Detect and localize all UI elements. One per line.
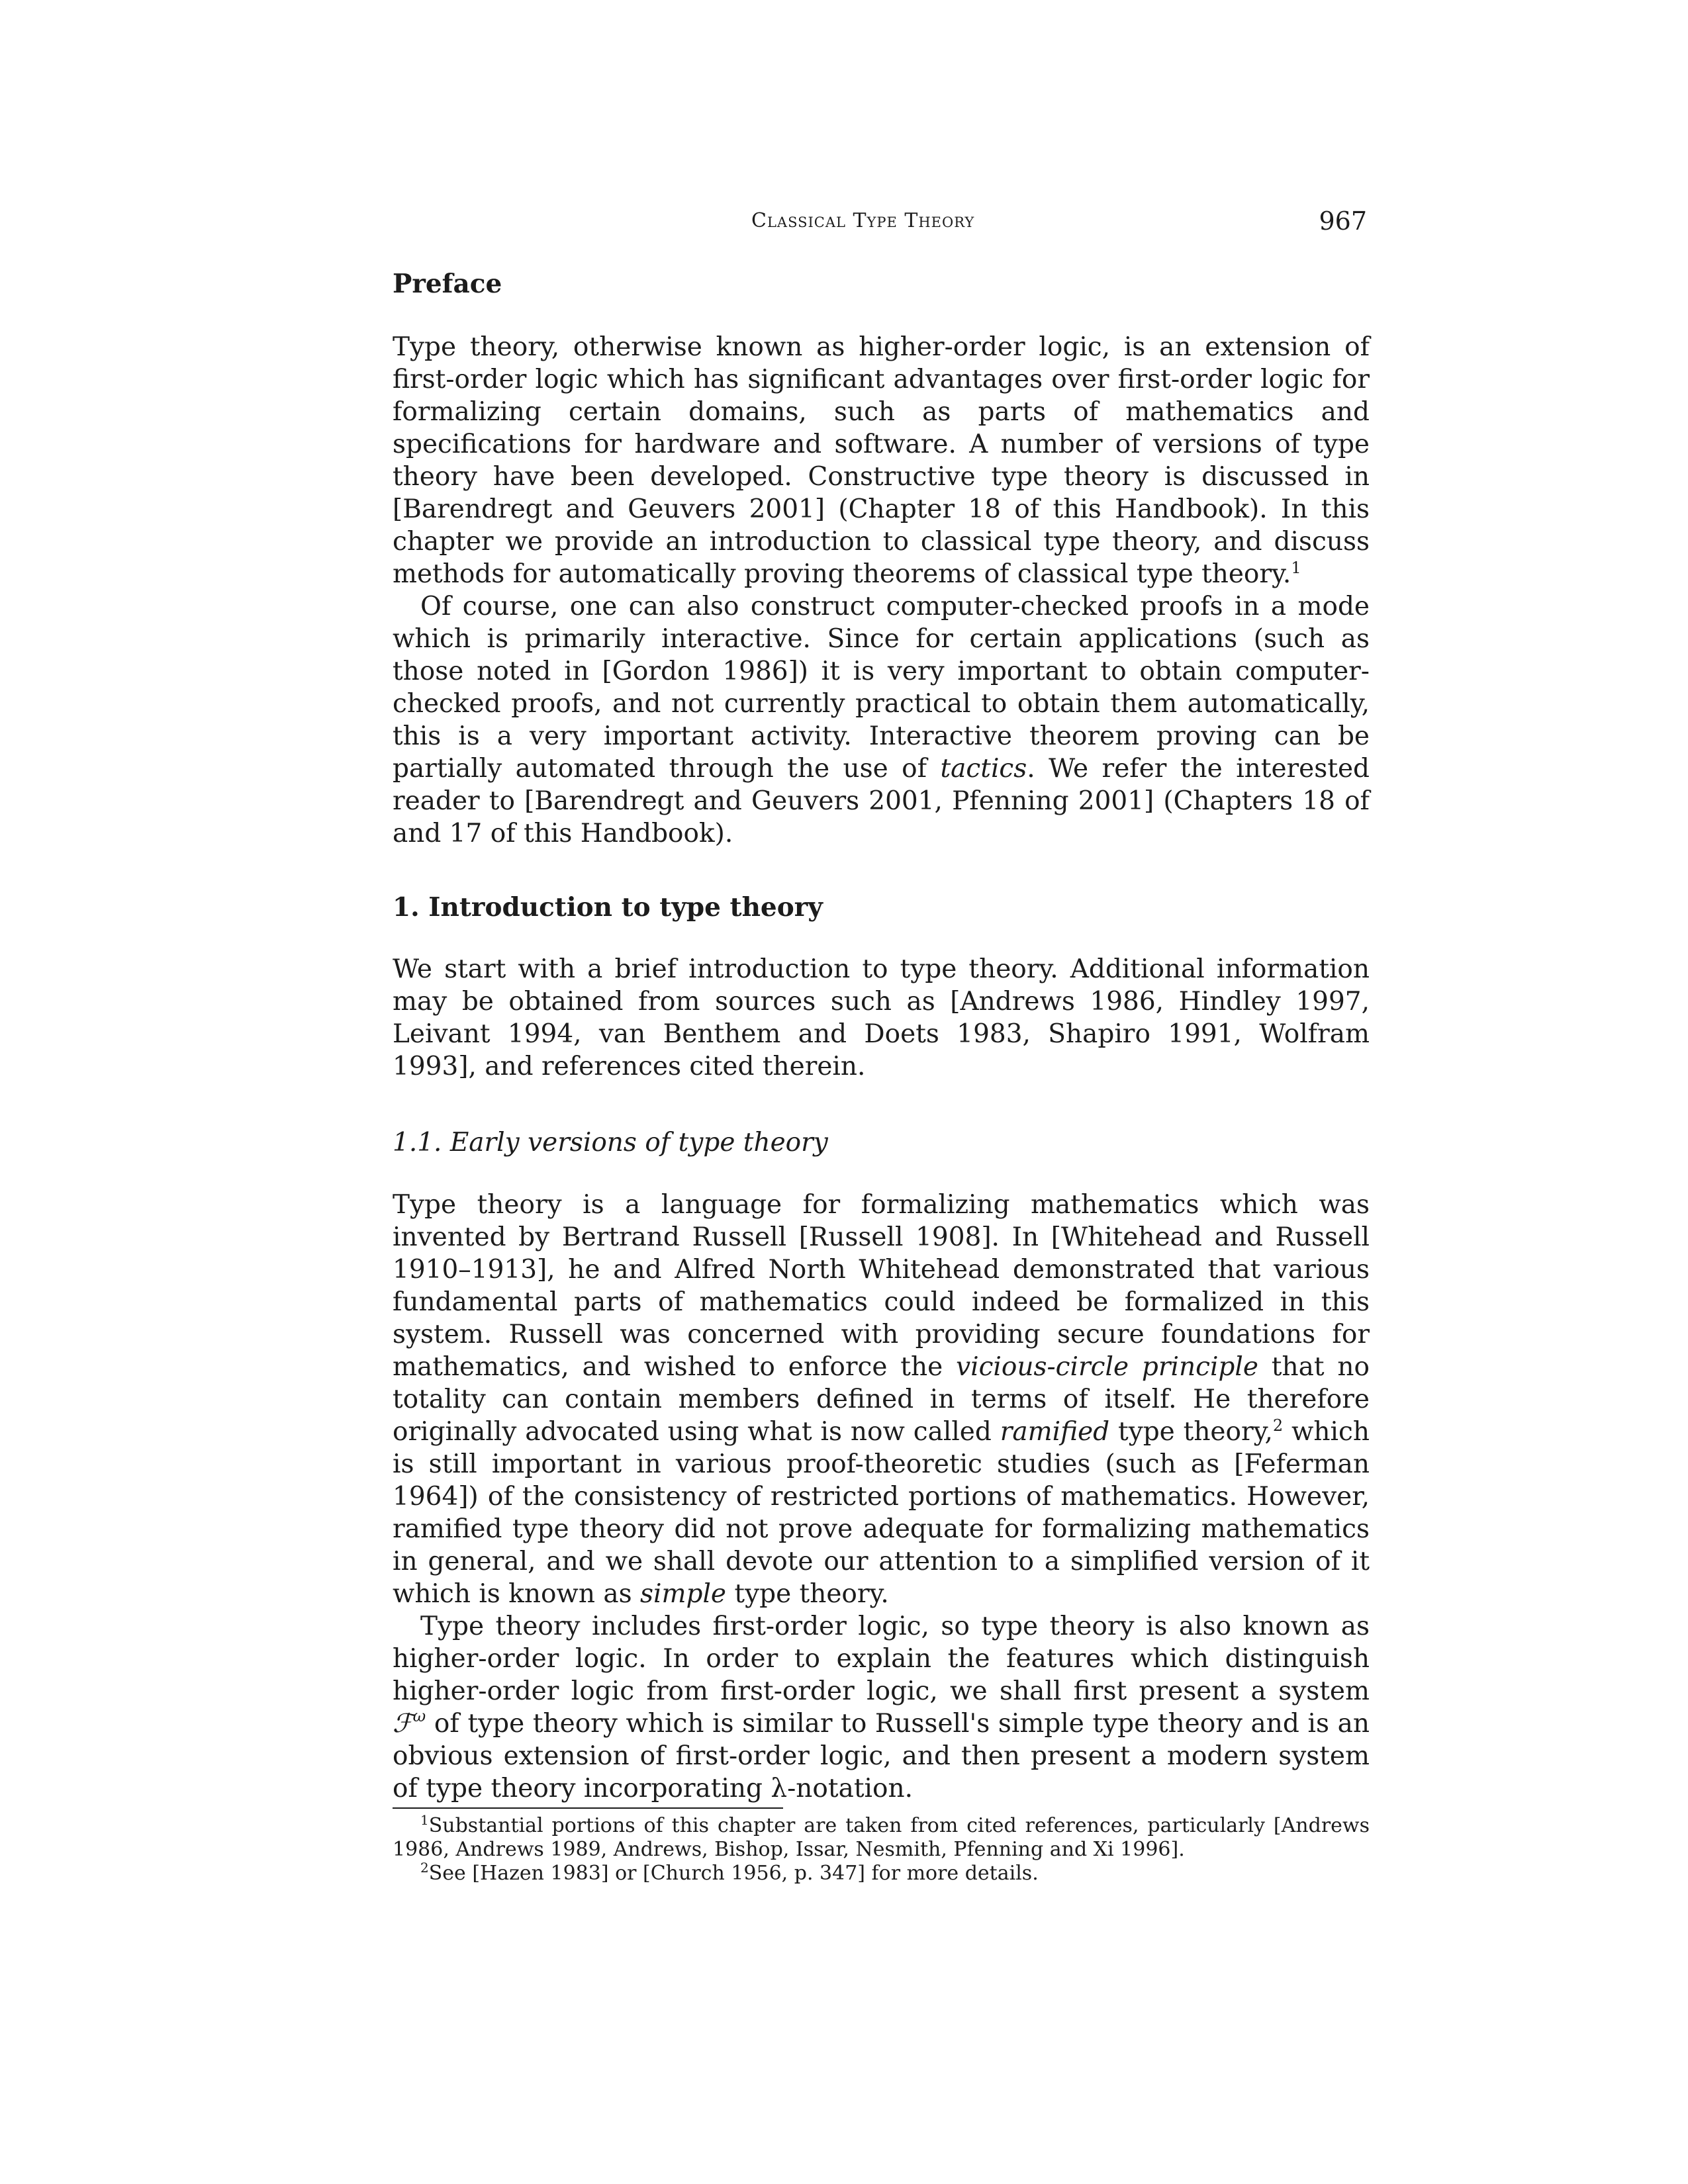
footnote-rule	[393, 1807, 783, 1809]
footnote-1-text: Substantial portions of this chapter are taken from cited references, particularly [Andrews 1986, Andrews 1989, Andrews, Bishop, Issar, Nesmith, Pfenning and Xi 1996].	[393, 1814, 1370, 1861]
term-simple: simple	[640, 1579, 727, 1609]
footnote-ref-1: 1	[1291, 559, 1301, 577]
footnote-ref-2: 2	[1272, 1416, 1284, 1435]
footnote-1-mark: 1	[420, 1812, 429, 1828]
footnote-1	[393, 1814, 1370, 1862]
subsection-1-1-heading: 1.1. Early versions of type theory	[393, 1128, 828, 1158]
subsection-1-1-paragraph-2: Type theory includes first-order logic, so type theory is also known as higher-order logic. In order to explain the features which distinguish higher-order logic from first-order logic, we shall first present a system ℱ$^\omega$ of type theory which is similar to Russell's simple type theory and is an obvious extension of first-order logic, and then present a modern system of type theory incorporating λ-notation.	[393, 1612, 1370, 1803]
math-system-f-omega: ℱ$^\omega$	[393, 1707, 426, 1739]
page-body	[393, 267, 1370, 1886]
preface-paragraph-1-text: Type theory, otherwise known as higher-order logic, is an extension of first-order logic which has significant advantages over first-order logic for formalizing certain domains, such as parts of mathematics and specifications for hardware and software. A number of versions of type theory have been developed. Constructive type theory is discussed in [Barendregt and Geuvers 2001] (Chapter 18 of this Handbook). In this chapter we provide an introduction to classical type theory, and discuss methods for automatically proving theorems of classical type theory.	[393, 332, 1370, 589]
term-ramified: ramified	[1000, 1417, 1110, 1447]
page-number: 967	[1319, 206, 1367, 236]
term-tactics: tactics	[940, 754, 1027, 784]
footnote-2-text: See [Hazen 1983] or [Church 1956, p. 347] for more details.	[428, 1862, 1039, 1885]
term-vicious-circle-principle: vicious-circle principle	[956, 1352, 1258, 1382]
preface-paragraph-1	[393, 331, 1370, 590]
section-1-heading: 1. Introduction to type theory	[393, 892, 823, 923]
footnote-2	[393, 1862, 1370, 1886]
running-title: Classical Type Theory	[751, 209, 975, 232]
running-head	[394, 206, 1367, 241]
preface-heading: Preface	[393, 269, 502, 299]
subsection-1-1-paragraph-1: Type theory is a language for formalizing mathematics which was invented by Bertrand Russell [Russell 1908]. In [Whitehead and Russell 1910–1913], he and Alfred North Whitehead demonstrated that various fundamental parts of mathematics could indeed be formalized in this system. Russell was concerned with providing secure foundations for mathematics, and wished to enforce the vicious-circle principle that no totality can contain members defined in terms of itself. He therefore originally advocated using what is now called ramified type theory,$^2$ which is still important in various proof-theoretic studies (such as [Feferman 1964]) of the consistency of restricted portions of mathematics. However, ramified type theory did not prove adequate for formalizing mathematics in general, and we shall devote our attention to a simplified version of it which is known as simple type theory.	[393, 1190, 1370, 1609]
footnote-2-mark: 2	[420, 1860, 429, 1876]
section-1-paragraph-1: We start with a brief introduction to type theory. Additional information may be obtained from sources such as [Andrews 1986, Hindley 1997, Leivant 1994, van Benthem and Doets 1983, Shapiro 1991, Wolfram 1993], and references cited therein.	[393, 954, 1370, 1081]
preface-paragraph-2: Of course, one can also construct computer-checked proofs in a mode which is primarily interactive. Since for certain applications (such as those noted in [Gordon 1986]) it is very important to obtain computer-checked proofs, and not currently practical to obtain them automatically, this is a very important activity. Interactive theorem proving can be partially automated through the use of tactics. We refer the interested reader to [Barendregt and Geuvers 2001, Pfenning 2001] (Chapters 18 of and 17 of this Handbook).	[393, 592, 1370, 848]
